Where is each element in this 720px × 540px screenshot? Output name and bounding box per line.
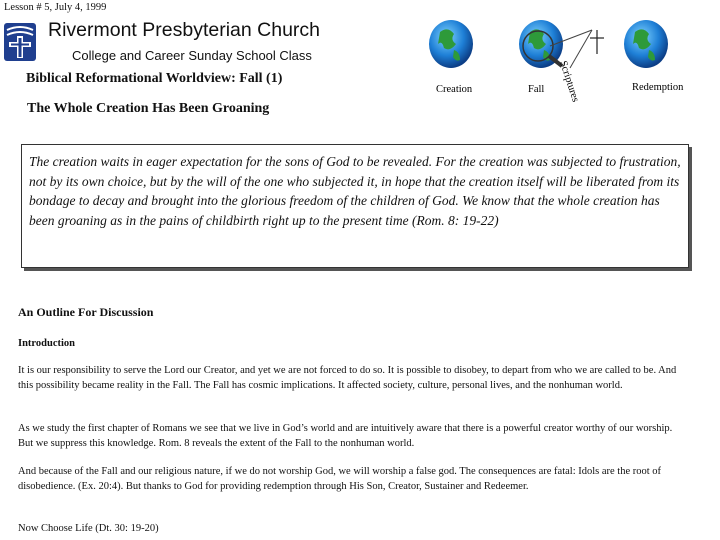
church-name: Rivermont Presbyterian Church bbox=[48, 19, 321, 41]
creation-globe-icon bbox=[429, 20, 473, 68]
church-logo-icon bbox=[3, 22, 37, 62]
paragraph: As we study the first chapter of Romans we see that we live in God’s world and are intuitively aware that there is a powerful creator worthy of our worship. But we suppress this knowledge. Rom. 8 reveals the extent of the Fall to the nonhuman world. bbox=[18, 423, 673, 449]
redemption-label: Redemption bbox=[632, 82, 684, 93]
fall-label: Fall bbox=[528, 84, 545, 95]
paragraph: It is our responsibility to serve the Lord our Creator, and yet we are not forced to do so. It is possible to disobey, to depart from who we are called to be. And this possibility became reality in the Fall. The Fall has cosmic implications. It affected society, culture, personal lives, and the nonhuman world. bbox=[18, 365, 677, 391]
scripture-quote: The creation waits in eager expectation for the sons of God to be revealed. For the creation was subjected to frustration, not by its own choice, but by the will of the one who subjected it, in hope that the creation itself will be liberated from its bondage to decay and brought into the glorious freedom of the children of God. We know that the whole creation has been groaning as in the pains of childbirth right up to the present time (Rom. 8: 19-22) bbox=[21, 144, 689, 268]
scriptures-label: Scriptures bbox=[557, 59, 581, 104]
cross-icon bbox=[590, 30, 604, 54]
lesson-line: Lesson # 5, July 4, 1999 bbox=[4, 2, 107, 13]
paragraph: And because of the Fall and our religious nature, if we do not worship God, we will worship a false god. The consequences are fatal: Idols are the root of disobedience. (Ex. 20:4). But thanks to God for providing redemption through His Son, Creator, Sustainer and Redeemer. bbox=[18, 466, 662, 492]
introduction-heading: Introduction bbox=[18, 338, 75, 349]
class-name: College and Career Sunday School Class bbox=[72, 48, 312, 63]
page-subtitle: The Whole Creation Has Been Groaning bbox=[27, 101, 270, 116]
paragraph: Now Choose Life (Dt. 30: 19-20) bbox=[18, 523, 159, 534]
worldview-diagram bbox=[420, 10, 720, 120]
outline-title: An Outline For Discussion bbox=[18, 305, 154, 319]
redemption-globe-icon bbox=[624, 20, 668, 68]
section-title: Biblical Reformational Worldview: Fall (1) bbox=[26, 71, 283, 86]
creation-label: Creation bbox=[436, 84, 473, 95]
